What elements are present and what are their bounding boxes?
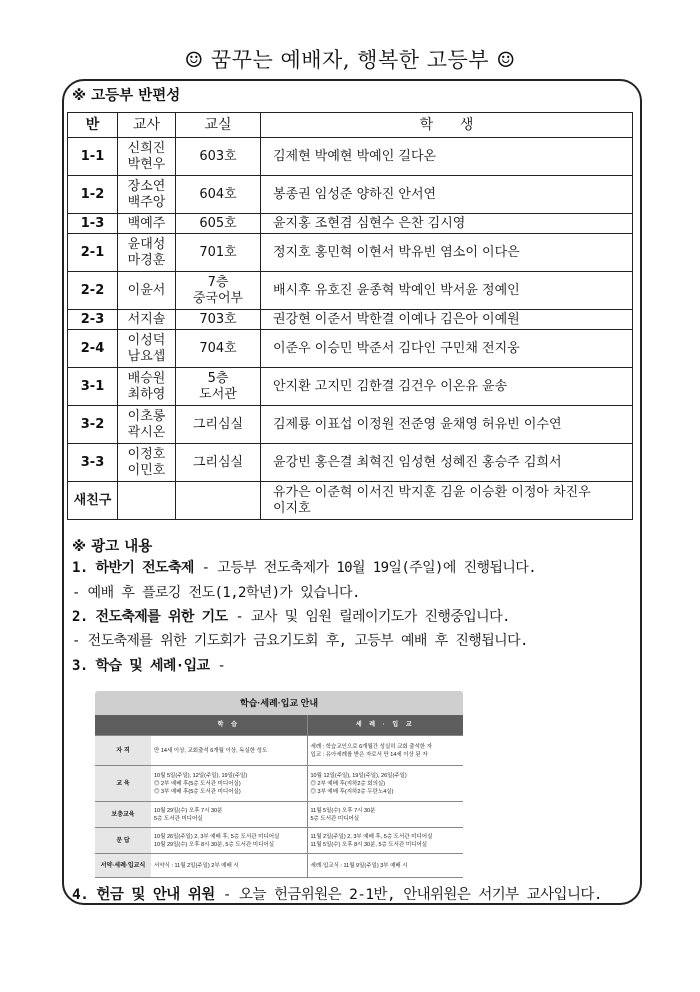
- poster-row-label: 교 육: [95, 766, 151, 802]
- notice-item-3-title: 학습 및 세례·입교: [95, 658, 210, 674]
- roster-heading: ※ 고등부 반편성: [72, 88, 181, 104]
- notice-item-2-number: 2.: [72, 609, 88, 625]
- students-cell: 봉종권 임성준 양하진 안서연: [261, 176, 633, 214]
- table-row: [68, 482, 633, 520]
- poster-baptism-cell: 11월 5일(수) 오후 7시 30분 5층 도서관 미디어실: [307, 802, 463, 828]
- table-row: [68, 444, 633, 482]
- room-cell: 7층 중국어부: [176, 272, 261, 310]
- room-cell: 701호: [176, 234, 261, 272]
- poster-row: [95, 736, 463, 766]
- table-row: [68, 176, 633, 214]
- poster-row-label: 보충교육: [95, 802, 151, 828]
- teacher-cell: 이성덕 남요셉: [118, 330, 176, 368]
- notice-item-4-title: 헌금 및 안내 위원: [96, 887, 215, 903]
- poster-row: [95, 766, 463, 802]
- poster-header-learning: 학 습: [151, 715, 307, 736]
- notice-item-1-sub: - 예배 후 플로깅 전도(1,2학년)가 있습니다.: [72, 585, 360, 601]
- teacher-cell: 백예주: [118, 214, 176, 234]
- students-cell: 권강현 이준서 박한결 이예나 김은아 이예원: [261, 310, 633, 330]
- notice-item-2-sub: - 전도축제를 위한 기도회가 금요기도회 후, 고등부 예배 후 진행됩니다.: [72, 633, 528, 649]
- teacher-cell: 이윤서: [118, 272, 176, 310]
- teacher-cell: 신희진 박현우: [118, 138, 176, 176]
- table-row: [68, 272, 633, 310]
- notice-item-2-title: 전도축제를 위한 기도: [95, 609, 228, 625]
- notice-item-1-text: - 고등부 전도축제가 10월 19일(주일)에 진행됩니다.: [193, 560, 537, 576]
- notice-item-4: [72, 883, 602, 904]
- poster-row-label: 서약·세례·입교식: [95, 854, 151, 878]
- ban-cell: 2-3: [68, 310, 118, 330]
- table-row: [68, 310, 633, 330]
- room-cell: [176, 482, 261, 520]
- ban-cell: 1-1: [68, 138, 118, 176]
- table-header-row: [68, 113, 633, 138]
- students-cell: 정지호 홍민혁 이현서 박유빈 염소이 이다은: [261, 234, 633, 272]
- poster-baptism-cell: 10월 12일(주일), 19일(주일), 26일(주일) ◎ 2부 예배 후(지하2층 회의실) ◎ 3부 예배 후(지하2층 두란노4실): [307, 766, 463, 802]
- ban-cell: 1-3: [68, 214, 118, 234]
- table-row: [68, 214, 633, 234]
- notice-heading: ※ 광고 내용: [72, 539, 153, 555]
- header-room: 교실: [176, 113, 261, 138]
- poster-table: [95, 715, 463, 878]
- room-cell: 5층 도서관: [176, 368, 261, 406]
- poster-learning-cell: 서약식 : 11월 2일(주일) 2부 예배 시: [151, 854, 307, 878]
- students-cell: 김제룡 이표섭 이정원 전준영 윤채영 허유빈 이수연: [261, 406, 633, 444]
- room-cell: 604호: [176, 176, 261, 214]
- notice-item-1-number: 1.: [72, 560, 88, 576]
- notice-item-1: [72, 557, 536, 577]
- room-cell: 그리심실: [176, 444, 261, 482]
- room-cell: 703호: [176, 310, 261, 330]
- poster-header-row: [95, 715, 463, 736]
- table-row: [68, 368, 633, 406]
- notice-item-3-number: 3.: [72, 658, 88, 674]
- page-title: ☺ 꿈꾸는 예배자, 행복한 고등부 ☺: [184, 48, 516, 72]
- teacher-cell: 이정호 이민호: [118, 444, 176, 482]
- poster-title: 학습·세례·입교 안내: [95, 691, 463, 715]
- students-cell: 윤지홍 조현겸 심현수 은찬 김시영: [261, 214, 633, 234]
- poster-row: [95, 854, 463, 878]
- room-cell: 605호: [176, 214, 261, 234]
- teacher-cell: [118, 482, 176, 520]
- poster-learning-cell: 10월 5일(주일), 12일(주일), 19일(주일) ◎ 2부 예배 후(5층 도서관 미디어실) ◎ 3부 예배 후(5층 도서관 미디어실): [151, 766, 307, 802]
- ban-cell: 3-2: [68, 406, 118, 444]
- header-students: 학 생: [261, 113, 633, 138]
- students-cell: 안지환 고지민 김한결 김건우 이온유 윤송: [261, 368, 633, 406]
- teacher-cell: 윤대성 마경훈: [118, 234, 176, 272]
- poster-baptism-cell: 11월 2일(주일) 2, 3부 예배 후, 5층 도서관 미디어실 11월 5일(수) 오후 8시 30분, 5층 도서관 미디어실: [307, 828, 463, 854]
- ban-cell: 2-2: [68, 272, 118, 310]
- baptism-info-poster: [95, 691, 463, 883]
- students-cell: 유가은 이준혁 이서진 박지훈 김윤 이승환 이정아 차진우 이지호: [261, 482, 633, 520]
- poster-learning-cell: 10월 26일(주일) 2, 3부 예배 후, 5층 도서관 미디어실 10월 29일(수) 오후 8시 30분, 5층 도서관 미디어실: [151, 828, 307, 854]
- teacher-cell: 서지솔: [118, 310, 176, 330]
- teacher-cell: 장소연 백주앙: [118, 176, 176, 214]
- students-cell: 배시후 유호진 윤종혁 박예인 박서윤 정예인: [261, 272, 633, 310]
- notice-item-3: [72, 655, 225, 675]
- ban-cell: 2-4: [68, 330, 118, 368]
- header-ban: 반: [68, 113, 118, 138]
- students-cell: 김제현 박예현 박예인 길다온: [261, 138, 633, 176]
- room-cell: 그리심실: [176, 406, 261, 444]
- table-row: [68, 406, 633, 444]
- ban-cell: 3-1: [68, 368, 118, 406]
- teacher-cell: 이초롱 곽시온: [118, 406, 176, 444]
- students-cell: 윤강빈 홍은결 최혁진 임성현 성혜진 홍승주 김희서: [261, 444, 633, 482]
- poster-header-blank: [95, 715, 151, 736]
- poster-learning-cell: 만 14세 이상, 교회출석 6개월 이상, 독실한 성도: [151, 736, 307, 766]
- notice-item-2: [72, 606, 510, 626]
- poster-learning-cell: 10월 29일(수) 오후 7시 30분 5층 도서관 미디어실: [151, 802, 307, 828]
- poster-baptism-cell: 세례 : 학습교인으로 6개월간 성실히 교회 출석한 자 입교 : 유아세례를 받은 자로서 만 14세 이상 된 자: [307, 736, 463, 766]
- poster-row-label: 자 격: [95, 736, 151, 766]
- ban-cell: 2-1: [68, 234, 118, 272]
- table-row: [68, 138, 633, 176]
- notice-item-2-text: - 교사 및 임원 릴레이기도가 진행중입니다.: [227, 609, 510, 625]
- room-cell: 704호: [176, 330, 261, 368]
- poster-header-baptism: 세 례 · 입 교: [307, 715, 463, 736]
- notice-item-3-text: -: [209, 658, 226, 674]
- notice-item-1-title: 하반기 전도축제: [95, 560, 194, 576]
- ban-cell: 3-3: [68, 444, 118, 482]
- table-row: [68, 330, 633, 368]
- teacher-cell: 배승원 최하영: [118, 368, 176, 406]
- room-cell: 603호: [176, 138, 261, 176]
- header-teacher: 교사: [118, 113, 176, 138]
- ban-cell: 1-2: [68, 176, 118, 214]
- poster-baptism-cell: 세례·입교식 : 11월 9일(주일) 3부 예배 시: [307, 854, 463, 878]
- poster-row: [95, 802, 463, 828]
- notice-item-4-text: - 오늘 헌금위원은 2-1반, 안내위원은 서기부 교사입니다.: [214, 887, 602, 903]
- poster-row-label: 문 답: [95, 828, 151, 854]
- table-row: [68, 234, 633, 272]
- notice-item-4-number: 4.: [72, 887, 89, 903]
- students-cell: 이준우 이승민 박준서 김다인 구민채 전지웅: [261, 330, 633, 368]
- class-roster-table: [67, 112, 633, 520]
- ban-cell: 새친구: [68, 482, 118, 520]
- poster-row: [95, 828, 463, 854]
